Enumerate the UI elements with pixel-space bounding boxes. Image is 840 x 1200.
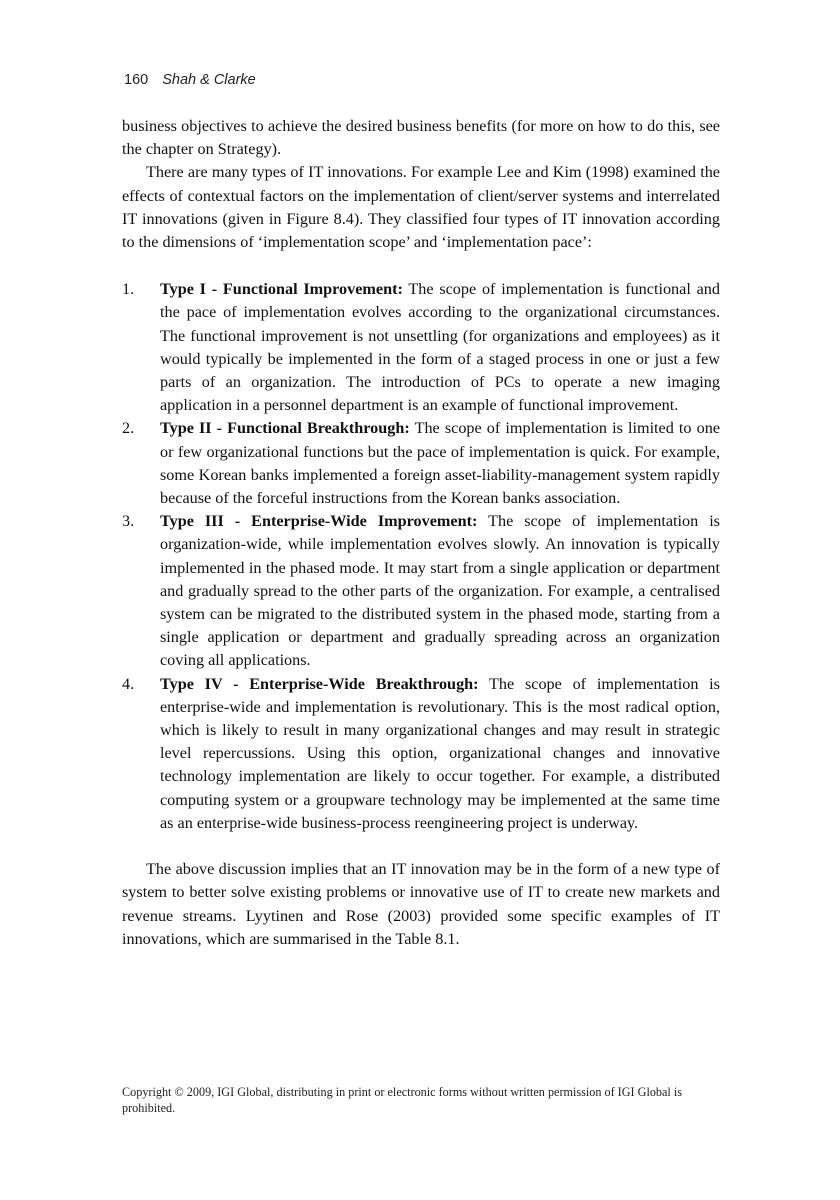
list-item (122, 673, 720, 835)
list-item-number: 1. (122, 280, 135, 299)
list-item-number: 3. (122, 512, 135, 531)
list-item-text: The scope of implementation is limited to one or few organizational functions but the pace of implementation is quick. For example, some Korean banks implemented a foreign asset-liability-management system rapidly because of the forceful instructions from the Korean banks association. (160, 419, 721, 508)
body-text (122, 115, 720, 951)
list-item-text: The scope of implementation is enterprise-wide and implementation is revolutionary. This is the most radical option, which is likely to result in many organizational changes and may result in strategic level repercussions. Using this option, organizational changes and innovative technology implementation are likely to occur together. For example, a distributed computing system or a groupware technology may be implemented at the same time as an enterprise-wide business-process reengineering project is underway. (160, 674, 720, 832)
list-item-heading: Type I - Functional Improvement: (160, 280, 403, 299)
list-item (122, 417, 720, 510)
paragraph-closing: The above discussion implies that an IT innovation may be in the form of a new type of system to better solve existing problems or innovative use of IT to create new markets and revenue streams. Lyytinen and Rose (2003) provided some specific examples of IT innovations, which are summarised in the Table 8.1. (122, 860, 720, 948)
paragraph-opening: business objectives to achieve the desired business benefits (for more on how to do this, see the chapter on Strategy). (122, 117, 720, 159)
copyright-footer: Copyright © 2009, IGI Global, distributing in print or electronic forms without written permission of IGI Global is prohibited. (122, 1085, 682, 1115)
list-item-text: The scope of implementation is functional and the pace of implementation evolves according to the organizational circumstances. The functional improvement is not unsettling (for organizations and employees) as it would typically be implemented in the form of a staged process in one or just a few parts of an organization. The introduction of PCs to operate a new imaging application in a personnel department is an example of functional improvement. (160, 280, 720, 415)
list-item-text: The scope of implementation is organization-wide, while implementation evolves slowly. An innovation is typically implemented in the phased mode. It may start from a single application or department and gradually spread to the other parts of the organization. For example, a centralised system can be migrated to the distributed system in the phased mode, starting from a single application or department and gradually spreading across an organization coving all applications. (160, 512, 720, 670)
list-item-number: 2. (122, 419, 135, 438)
list-item-heading: Type III - Enterprise-Wide Improvement: (160, 512, 478, 531)
page-number: 160 (124, 72, 149, 88)
list-item (122, 278, 720, 417)
paragraph-intro: There are many types of IT innovations. For example Lee and Kim (1998) examined the effects of contextual factors on the implementation of client/server systems and interrelated IT innovations (given in Figure 8.4). They classified four types of IT innovation according to the dimensions of ‘implementation scope’ and ‘implementation pace’: (122, 163, 720, 252)
list-item (122, 510, 720, 672)
list-item-heading: Type II - Functional Breakthrough: (160, 419, 410, 438)
list-item-heading: Type IV - Enterprise-Wide Breakthrough: (160, 674, 479, 693)
innovation-types-list (122, 278, 720, 835)
running-head-authors: Shah & Clarke (162, 72, 256, 88)
running-head (124, 72, 256, 88)
list-item-number: 4. (122, 674, 135, 693)
